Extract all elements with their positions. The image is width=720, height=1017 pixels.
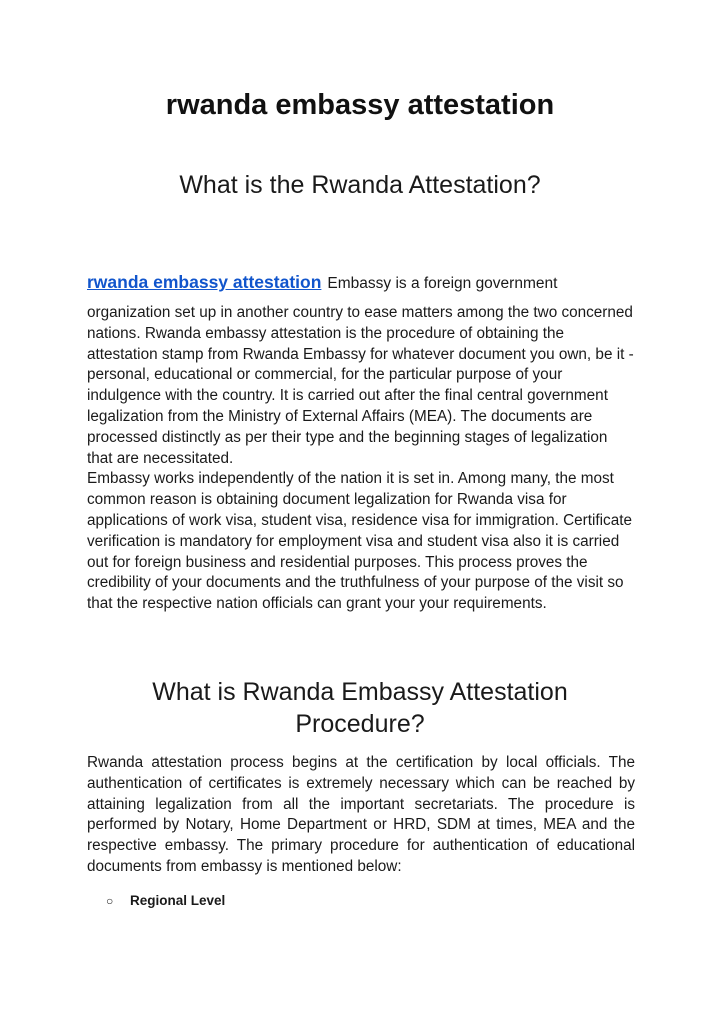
intro-line [87, 272, 647, 293]
paragraph-purpose-text: Embassy works independently of the nation it is set in. Among many, the most common reason is obtaining document legalization for Rwanda visa for applications of work visa, student visa, residence visa for immigration. Certificate verification is mandatory for employment visa and student visa also it is carried out for foreign business and residential purposes. This process proves the credibility of your documents and the truthfulness of your purpose of the visit so that the respective nation officials can grant your your requirements. [87, 470, 632, 613]
paragraph-procedure: Rwanda attestation process begins at the certification by local officials. The authentication of certificates is extremely necessary which can be reached by attaining legalization from all the important secretariats. The procedure is performed by Notary, Home Department or HRD, SDM at times, MEA and the respective embassy. The primary procedure for authentication of educational documents from embassy is mentioned below: [87, 754, 635, 875]
list-item-label: Regional Level [130, 893, 226, 908]
paragraph-definition [87, 303, 635, 615]
circle-bullet-icon: ○ [106, 894, 114, 908]
section-heading-attestation: What is the Rwanda Attestation? [179, 171, 541, 199]
document-title: rwanda embassy attestation [165, 89, 555, 121]
paragraph-definition-text: organization set up in another country to ease matters among the two concerned nations. Rwanda embassy attestation is the procedure of obtaining the attestation stamp from Rwanda Embassy for whatever document you own, be it - personal, educational or commercial, for the particular purpose of your indulgence with the country. It is carried out after the final central government legalization from the Ministry of External Affairs (MEA). The documents are processed distinctly as per their type and the beginning stages of legalization that are necessitated. [87, 304, 634, 467]
section-heading-procedure: What is Rwanda Embassy Attestation Procedure? [152, 678, 568, 738]
list-item [106, 893, 225, 908]
intro-link[interactable]: rwanda embassy attestation [87, 272, 322, 292]
intro-text: Embassy is a foreign government [327, 275, 558, 292]
